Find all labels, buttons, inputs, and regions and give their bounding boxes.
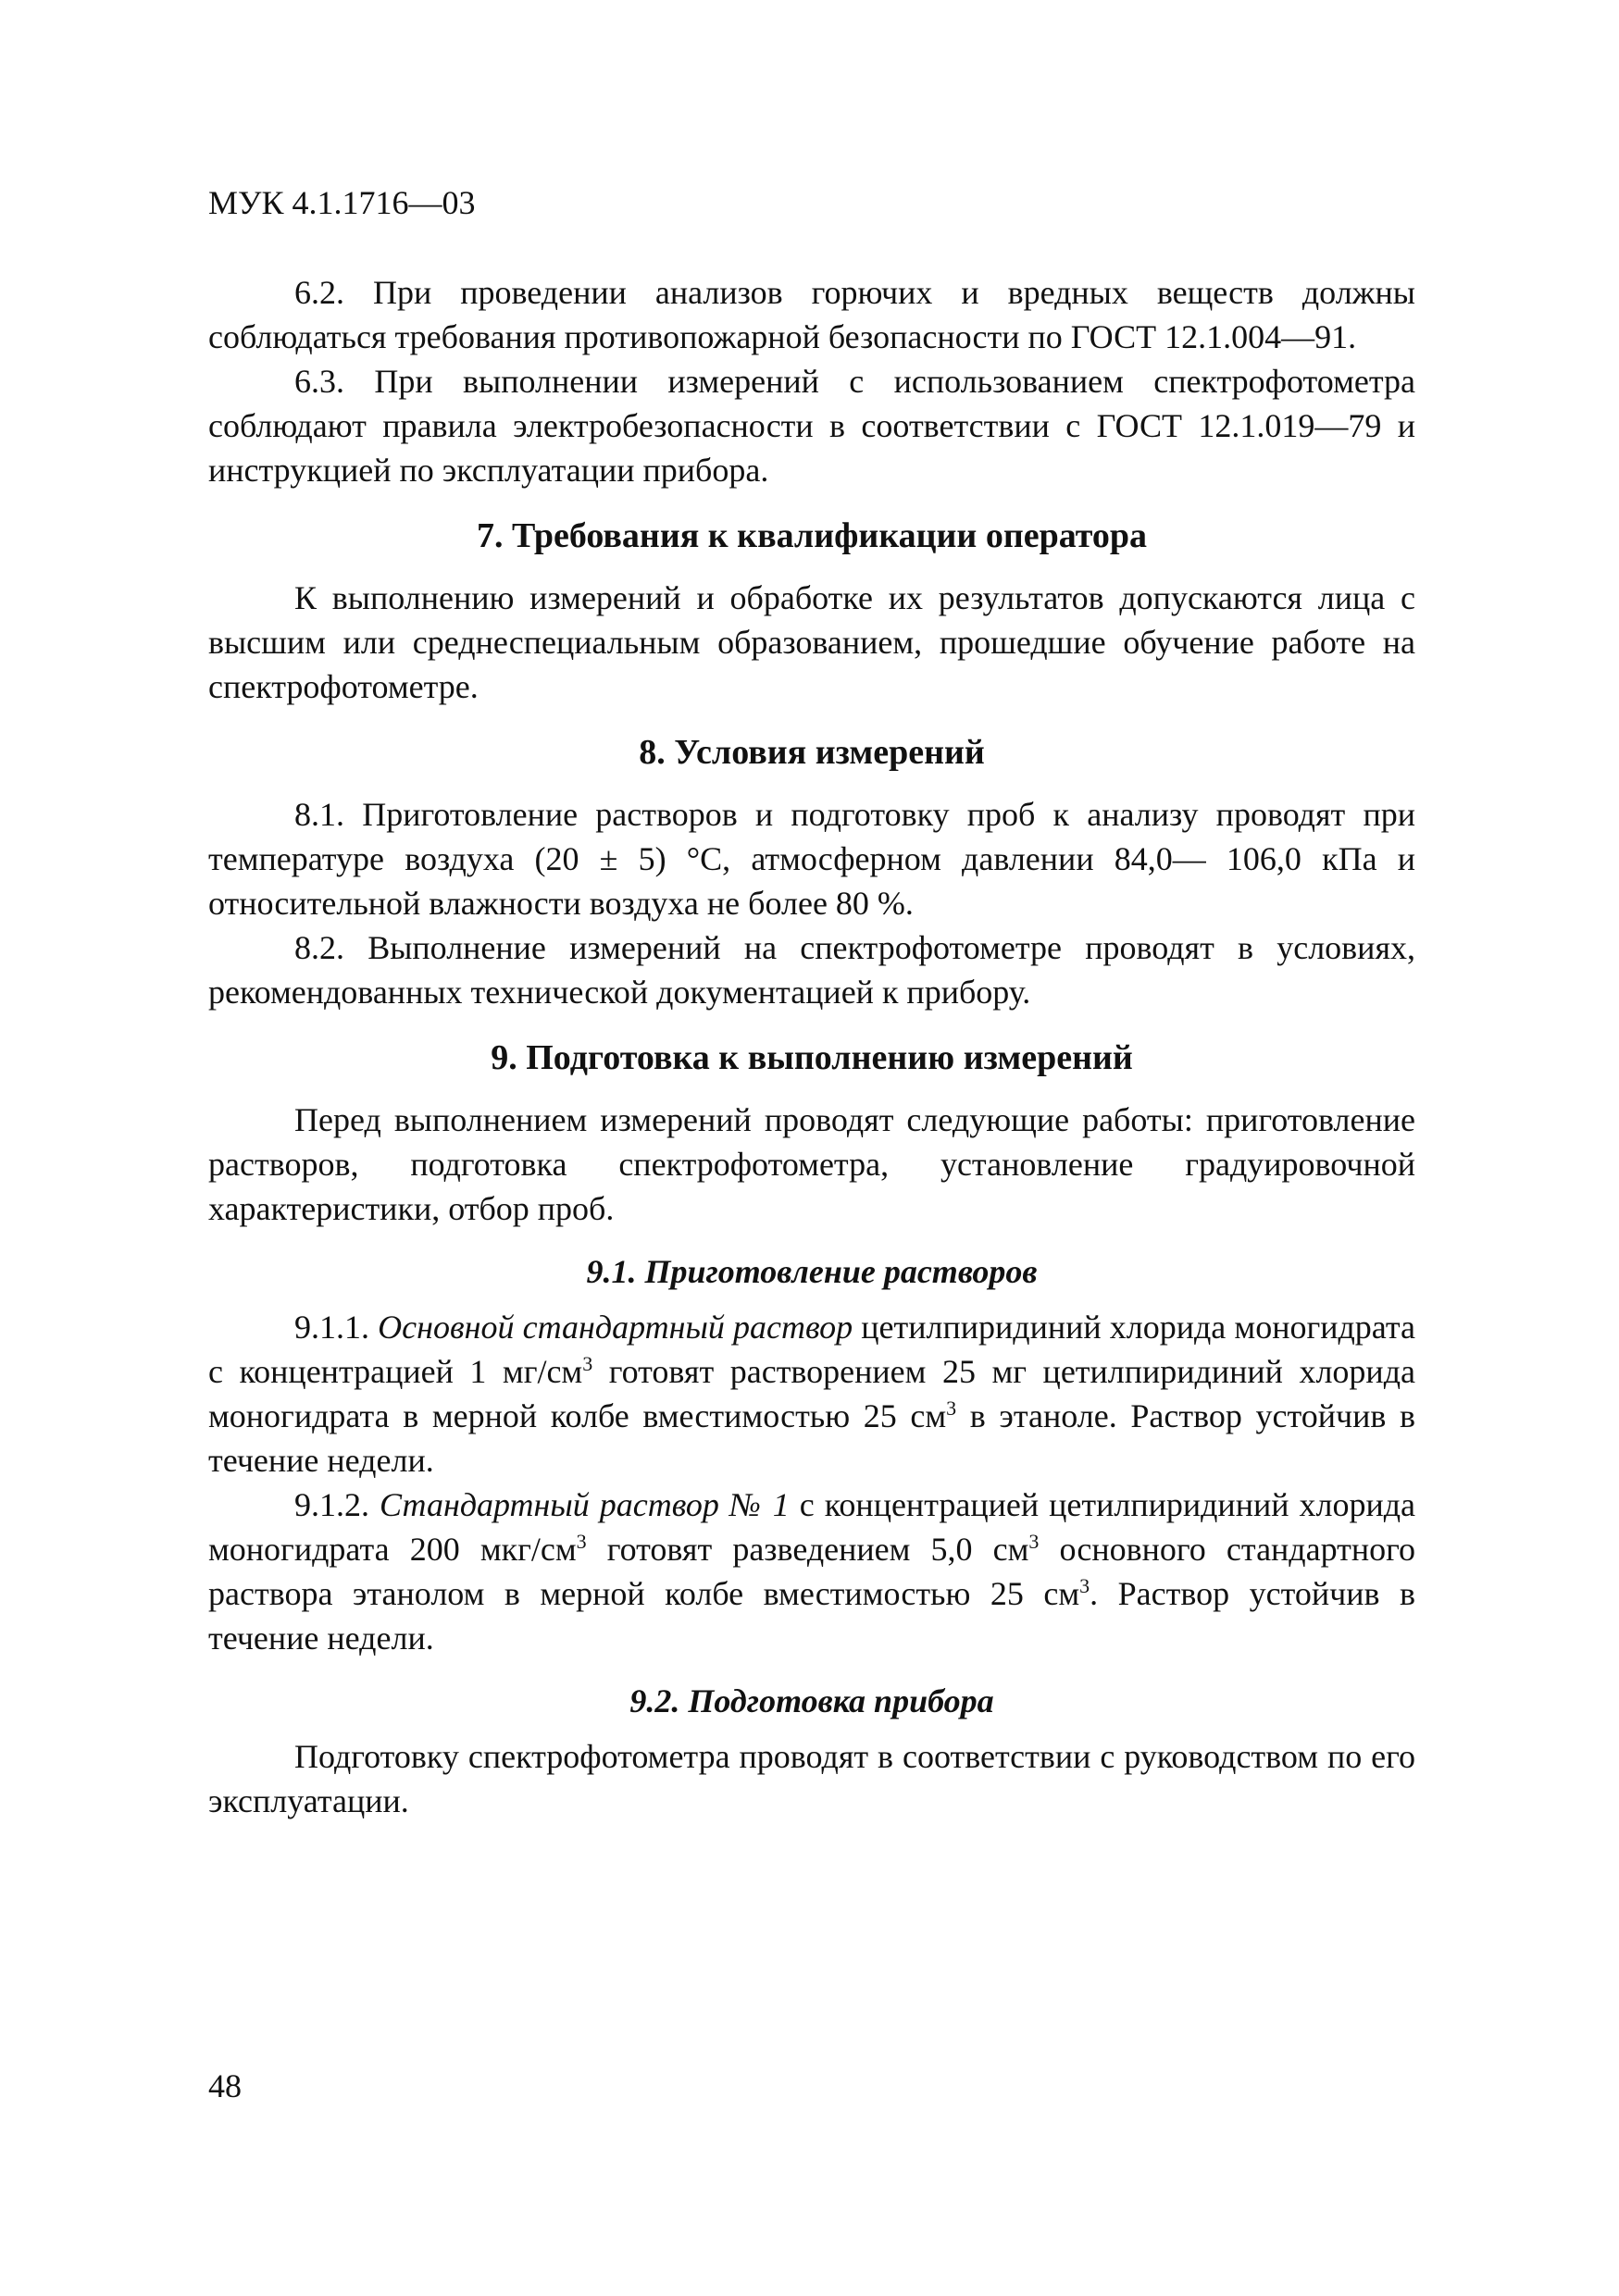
paragraph-9-1-1: [208, 1305, 1415, 1483]
document-body: [208, 270, 1415, 1823]
page-number: 48: [208, 2067, 242, 2104]
paragraph-9-1-1-text-a: цетилпиридиний хлорида моногидрата с концентрацией 1 мг/см: [208, 1309, 1416, 1390]
paragraph-9-1-2-term: Стандартный раствор № 1: [380, 1486, 790, 1523]
section-8-title: 8. Условия измерений: [639, 733, 985, 772]
paragraph-7-1: К выполнению измерений и обработке их результатов допускаются лица с высшим или среднеспециальным образованием, прошедшие обучение работе на спектрофотометре.: [208, 579, 1415, 705]
paragraph-9-1-1-text-b: готовят растворением 25 мг цетилпиридиний хлорида моногидрата в мерной колбе вместимостью 25 см: [208, 1353, 1415, 1434]
paragraph-8-1: 8.1. Приготовление растворов и подготовку проб к анализу проводят при температуре воздуха (20 ± 5) °С, атмосферном давлении 84,0— 106,0 кПа и относительной влажности воздуха не более 80 %.: [208, 796, 1415, 922]
paragraph-9-1-2-text-d: . Раствор устойчив в течение недели.: [208, 1575, 1415, 1657]
paragraph-9-1-2-number: 9.1.2.: [294, 1486, 380, 1523]
paragraph-9-1-2: [208, 1483, 1415, 1660]
paragraph-9-1-1-text-c: в этаноле. Раствор устойчив в течение недели.: [208, 1397, 1415, 1479]
subsection-9-2-title: 9.2. Подготовка прибора: [629, 1682, 994, 1719]
superscript: 3: [1079, 1574, 1090, 1597]
paragraph-9-1-1-number: 9.1.1.: [294, 1309, 379, 1346]
section-7-title: 7. Требования к квалификации оператора: [476, 516, 1148, 555]
paragraph-9-2: Подготовку спектрофотометра проводят в соответствии с руководством по его эксплуатации.: [208, 1738, 1415, 1819]
superscript: 3: [576, 1530, 587, 1553]
paragraph-8-2: 8.2. Выполнение измерений на спектрофотометре проводят в условиях, рекомендованных технической документацией к прибору.: [208, 929, 1415, 1011]
superscript: 3: [582, 1352, 593, 1375]
paragraph-9-1-1-term: Основной стандартный раствор: [378, 1309, 853, 1346]
superscript: 3: [1028, 1530, 1040, 1553]
paragraph-9-1-2-text-c: основного стандартного раствора этанолом в мерной колбе вместимостью 25 см: [208, 1531, 1415, 1612]
paragraph-9-intro: Перед выполнением измерений проводят следующие работы: приготовление растворов, подготовка спектрофотометра, установление градуировочной характеристики, отбор проб.: [208, 1101, 1415, 1227]
superscript: 3: [946, 1396, 957, 1420]
section-9-title: 9. Подготовка к выполнению измерений: [491, 1038, 1133, 1077]
paragraph-9-1-2-text-a: с концентрацией цетилпиридиний хлорида моногидрата 200 мкг/см: [208, 1486, 1416, 1568]
paragraph-6-2: 6.2. При проведении анализов горючих и вредных веществ должны соблюдаться требования противопожарной безопасности по ГОСТ 12.1.004—91.: [208, 274, 1415, 355]
paragraph-6-3: 6.3. При выполнении измерений с использованием спектрофотометра соблюдают правила электробезопасности в соответствии с ГОСТ 12.1.019—79 и инструкцией по эксплуатации прибора.: [208, 363, 1415, 489]
document-code: МУК 4.1.1716—03: [208, 184, 476, 221]
paragraph-9-1-2-text-b: готовят разведением 5,0 см: [586, 1531, 1029, 1568]
subsection-9-1-title: 9.1. Приготовление растворов: [586, 1253, 1038, 1290]
